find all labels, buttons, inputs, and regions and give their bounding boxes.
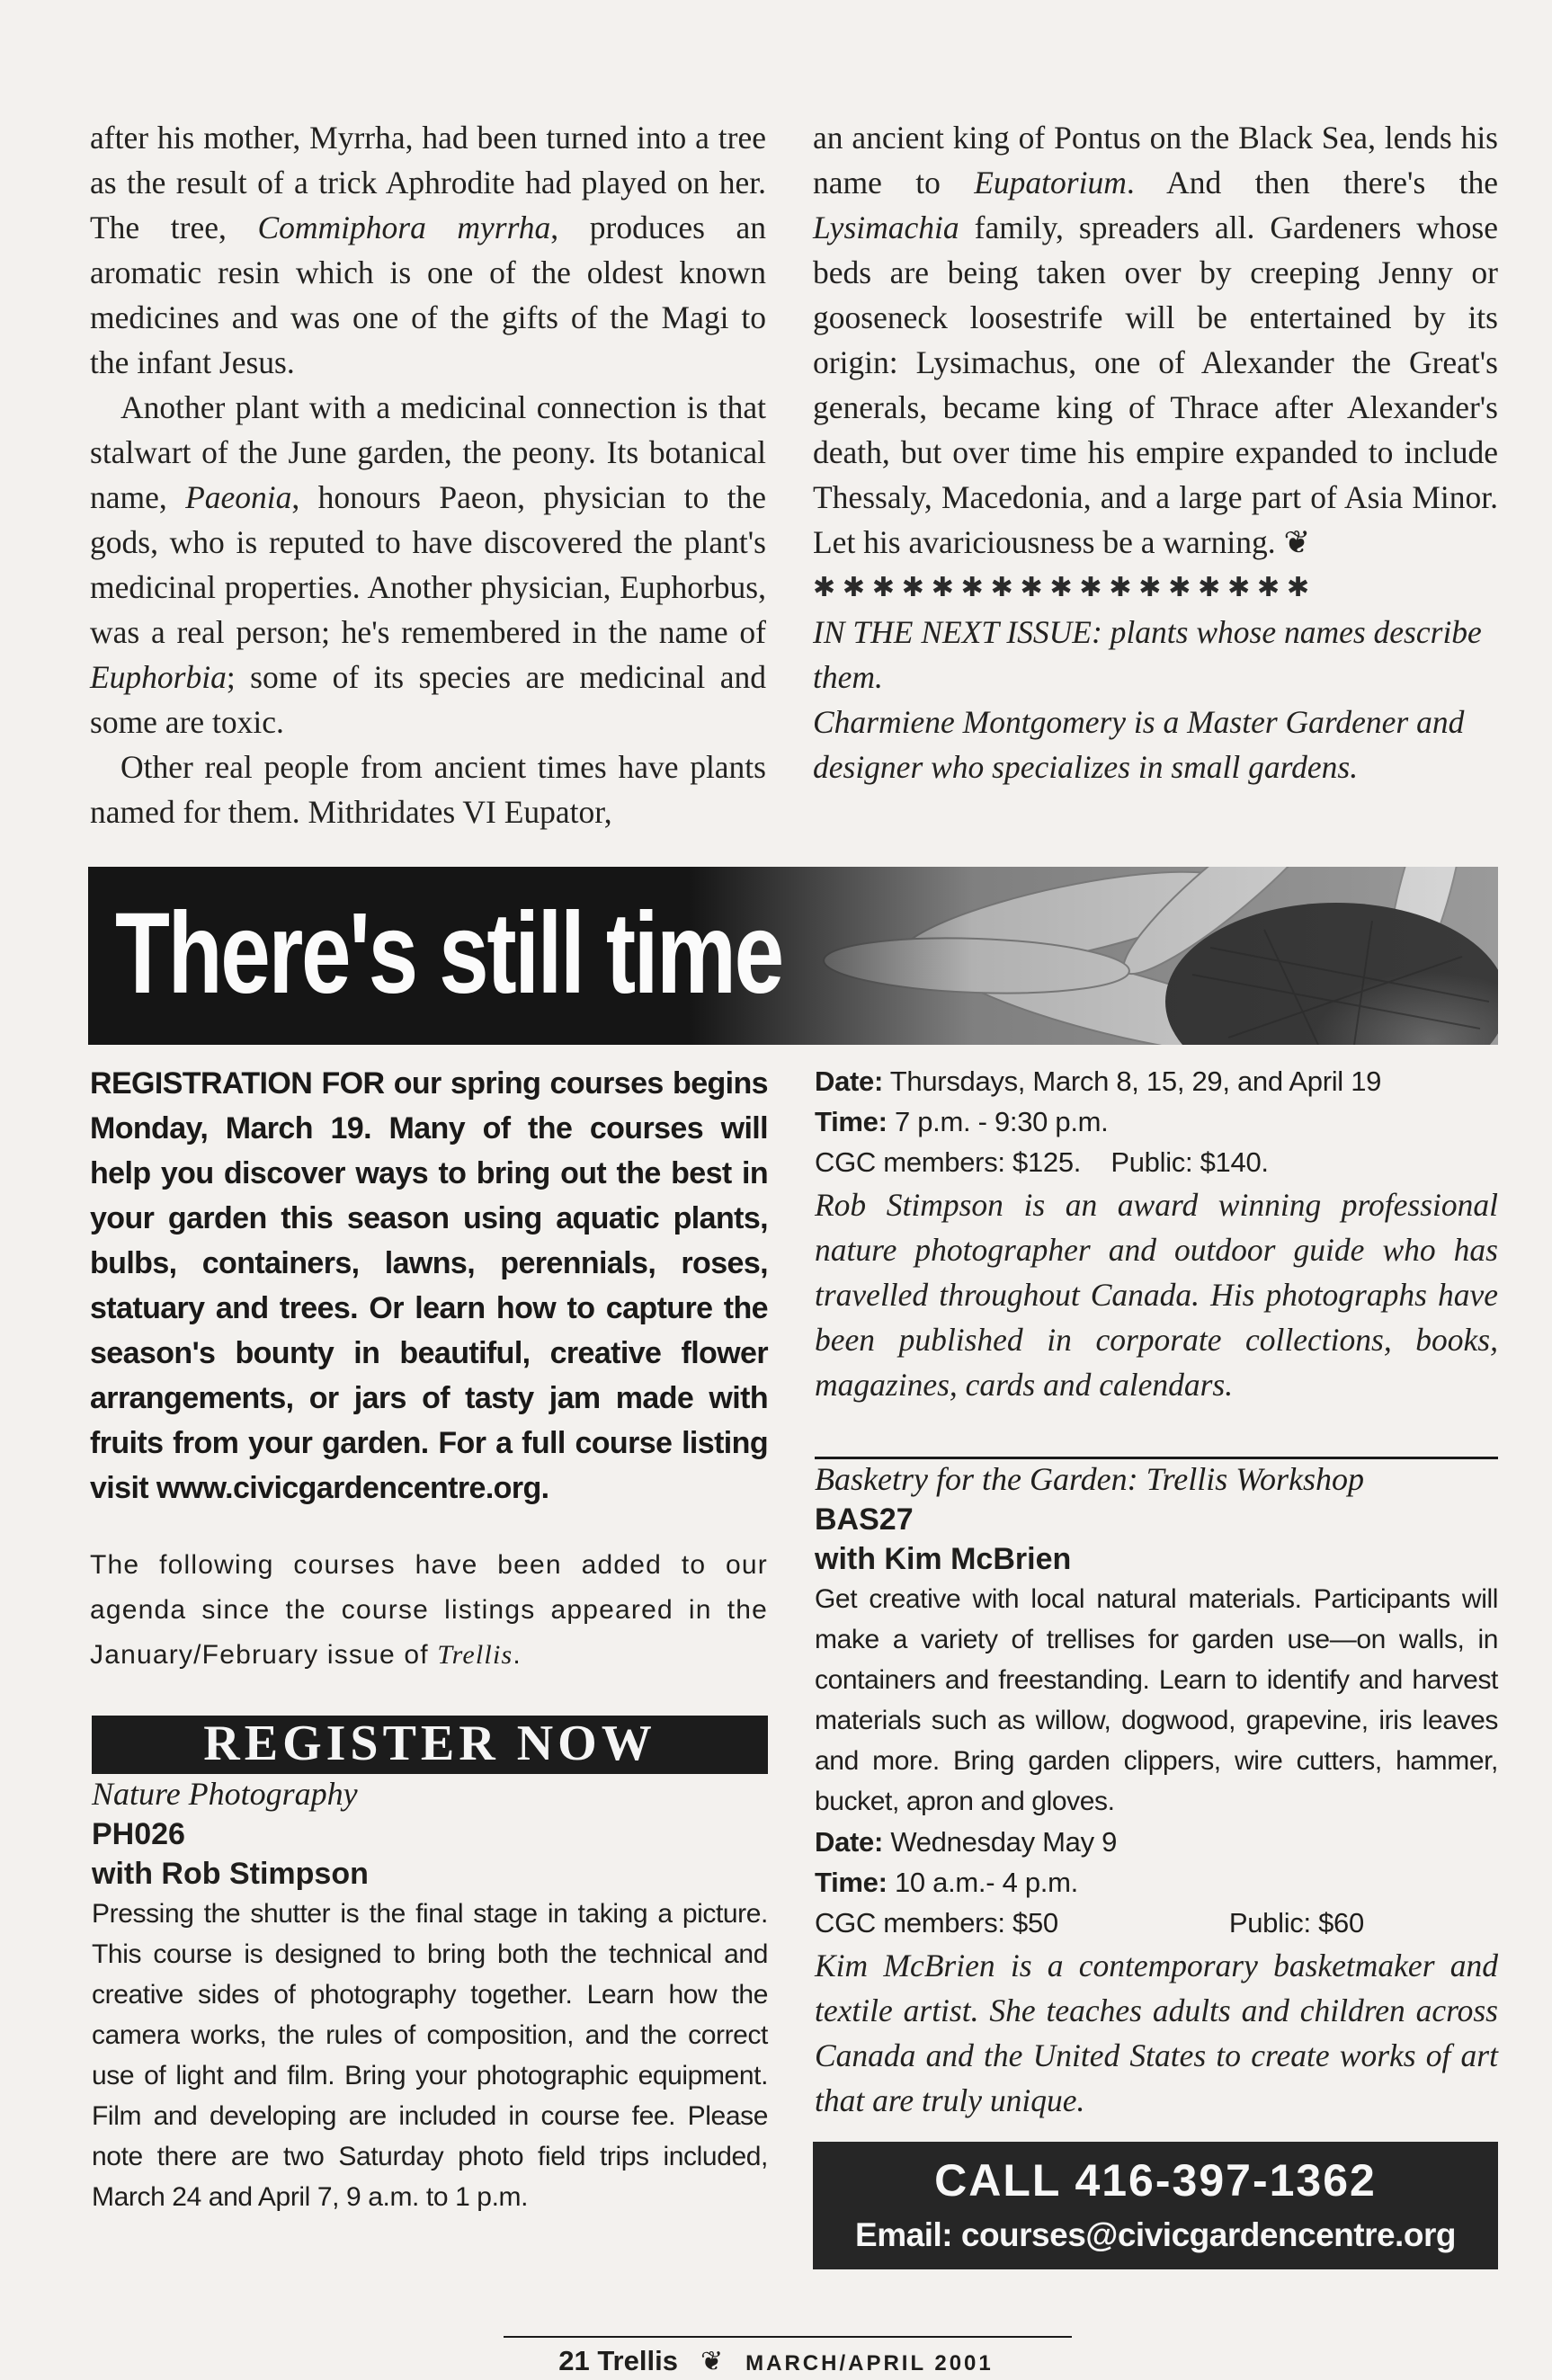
member-fee: CGC members: $50 [815,1907,1058,1939]
course-description: Pressing the shutter is the final stage in taking a picture. This course is designed to bring both the technical and creative sides of photography together. Learn how the camera works, the rules of composition, and the correct use of light and film. Bring your photographic equipment. Film and developing are included in course fee. Please note there are two Saturday photo field trips included, March 24 and April 7, 9 a.m. to 1 p.m. [92,1899,768,2212]
banner-title: There's still time [115,889,782,1018]
course-basketry [815,1458,1498,2123]
time-label: Time: [815,1106,887,1137]
botanical-name: Euphorbia [90,659,227,695]
course-instructor: with Kim McBrien [815,1542,1072,1576]
botanical-name: Commiphora myrrha [257,209,551,245]
course-fees [815,1142,1498,1182]
date-value: Wednesday May 9 [890,1826,1118,1858]
course-date [815,1061,1498,1101]
course-title: Nature Photography [92,1776,358,1812]
text-run: . And then there's the [1126,165,1498,201]
time-label: Time: [815,1867,887,1898]
text-run: after his mother, Myrrha, had been turned into a tree as the result of a trick Aphrodite had played on her. The tree, [90,120,766,245]
text-run: The following courses have been added to our agenda since the course listings appeared in the January/February issue of [90,1550,768,1670]
footer-rule [504,2336,1072,2338]
magazine-name: Trellis [437,1640,513,1670]
article-paragraph [90,385,766,744]
added-courses-note [90,1543,768,1678]
text-run: . [513,1640,522,1670]
course-time [815,1862,1498,1903]
right-article-column [813,115,1498,789]
star-divider: ✱✱✱✱✱✱✱✱✱✱✱✱✱✱✱✱✱ [813,573,1316,602]
botanical-name: Paeonia [185,479,292,515]
page-footer [0,2345,1552,2380]
course-instructor: with Rob Stimpson [92,1857,369,1891]
leaf-icon: ❦ [700,2347,724,2376]
issue-date: MARCH/APRIL 2001 [745,2351,994,2376]
course-photography-details [815,1061,1498,1407]
text-run: ; some of its species are medicinal and some are toxic. [90,659,766,740]
course-code: PH026 [92,1817,185,1851]
text-run: , produces an aromatic resin which is one of the oldest known medicines and was one of the gifts of the Magi to the infant Jesus. [90,209,766,380]
leaf-end-mark-icon: ❦ [1283,524,1311,560]
public-fee: Public: $140. [1110,1146,1269,1178]
instructor-bio: Rob Stimpson is an award winning professional nature photographer and outdoor guide who has travelled throughout Canada. His photographs have been published in corporate collections, books, magazines, cards and calendars. [815,1187,1498,1403]
instructor-bio: Kim McBrien is a contemporary basketmaker and textile artist. She teaches adults and children across Canada and the United States to create works of art that are truly unique. [815,1948,1498,2118]
email-link[interactable]: Email: courses@civicgardencentre.org [855,2216,1456,2253]
flower-photo [689,867,1498,1045]
time-value: 7 p.m. - 9:30 p.m. [894,1106,1109,1137]
course-photography [92,1773,768,2217]
text-run: Another plant with a medicinal connection is that stalwart of the June garden, the peony. Its botanical name, [90,389,766,515]
time-value: 10 a.m.- 4 p.m. [894,1867,1078,1898]
date-label: Date: [815,1065,884,1097]
page-number: 21 Trellis [558,2345,678,2376]
register-now-header: REGISTER NOW [92,1716,768,1774]
course-title: Basketry for the Garden: Trellis Workshop [815,1461,1364,1497]
article-paragraph [813,115,1498,565]
date-value: Thursdays, March 8, 15, 29, and April 19 [889,1065,1382,1097]
registration-lead: REGISTRATION FOR our spring courses begins Monday, March 19. Many of the courses will help you discover ways to bring out the best in your garden this season using aquatic plants, bulbs, containers, lawns, perennials, roses, statuary and trees. Or learn how to capture the season's bounty in beautiful, creative flower arrangements, or jars of tasty jam made with fruits from your garden. For a full course listing visit www.civicgardencentre.org. [90,1066,768,1505]
botanical-name: Lysimachia [813,209,959,245]
member-fee: CGC members: $125. [815,1146,1082,1178]
text-run: an ancient king of Pontus on the Black Sea, lends his name to [813,120,1498,201]
date-label: Date: [815,1826,884,1858]
course-date [815,1822,1498,1862]
article-paragraph [90,115,766,385]
text-run: , honours Paeon, physician to the gods, who is reputed to have discovered the plant's medicinal properties. Another physician, Euphorbus, was a real person; he's remembered in the name of [90,479,766,650]
public-fee: Public: $60 [1228,1907,1364,1939]
course-time [815,1101,1498,1142]
next-issue-note: IN THE NEXT ISSUE: plants whose names describe them. [813,614,1482,695]
course-fees [815,1903,1498,1943]
author-bio: Charmiene Montgomery is a Master Gardener and designer who specializes in small gardens. [813,704,1465,785]
text-run: family, spreaders all. Gardeners whose beds are being taken over by creeping Jenny or gooseneck loosestrife will be entertained by its origin: Lysimachus, one of Alexander the Great's generals, became king of Thrace after Alexander's death, but over time his empire expanded to include Thessaly, Macedonia, and a large part of Asia Minor. Let his avariciousness be a warning. [813,209,1498,560]
left-article-column [90,115,766,834]
botanical-name: Eupatorium [974,165,1127,201]
phone-number[interactable]: CALL 416-397-1362 [934,2155,1377,2206]
article-paragraph: Other real people from ancient times have plants named for them. Mithridates VI Eupator, [90,749,766,830]
contact-box [813,2142,1498,2269]
course-description: Get creative with local natural materials. Participants will make a variety of trellises for garden use—on walls, in containers and freestanding. Learn to identify and harvest materials such as willow, dogwood, grapevine, iris leaves and more. Bring garden clippers, wire cutters, hammer, bucket, apron and gloves. [815,1584,1498,1816]
course-code: BAS27 [815,1502,914,1537]
banner-there-still-time [88,867,1498,1045]
registration-column [90,1061,768,1678]
